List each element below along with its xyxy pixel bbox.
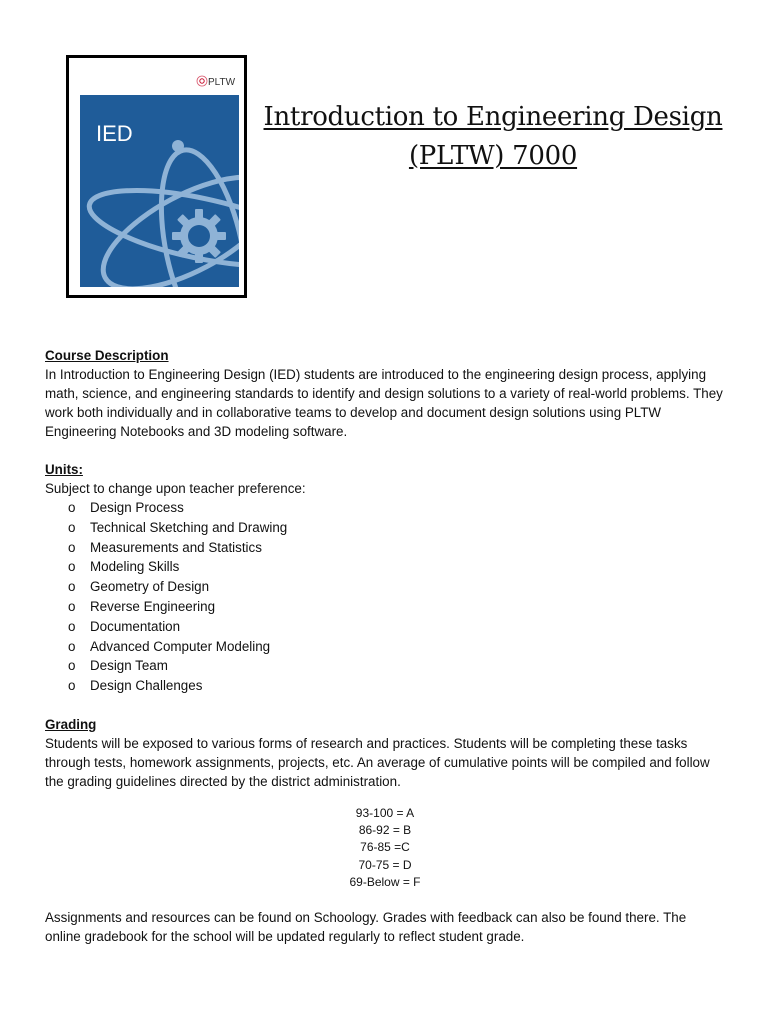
list-item: [45, 518, 725, 538]
gear-icon: [172, 209, 226, 263]
unit-label: Design Team: [90, 658, 168, 674]
unit-label: Reverse Engineering: [90, 598, 216, 614]
title-line-1: Introduction to Engineering Design: [263, 102, 723, 132]
grading-heading: Grading: [45, 716, 97, 732]
bullet-icon: o: [68, 500, 76, 515]
unit-label: Geometry of Design: [90, 579, 210, 595]
course-description-heading: Course Description: [45, 348, 169, 363]
grading-scale: [45, 805, 725, 891]
units-heading: Units:: [45, 462, 83, 477]
grade-row: 93-100 = A: [355, 805, 415, 820]
cover-brand-text: PLTW: [208, 77, 236, 88]
grade-row: 76-85 =C: [360, 840, 410, 855]
list-item: [45, 656, 725, 676]
units-list: [45, 498, 725, 696]
resources-text: Assignments and resources can be found on Schoology. Grades with feedback can also be found there. The online gradebook for the school will be updated regularly to reflect student grade.: [45, 909, 687, 944]
cover-course-code: IED: [96, 121, 133, 146]
unit-label: Modeling Skills: [90, 559, 180, 575]
course-description-text: In Introduction to Engineering Design (IED) students are introduced to the engineering design process, applying math, science, and engineering standards to identify and design solutions to a variety of real-world problems. They work both individually and in collaborative teams to develop and document design solutions using PLTW Engineering Notebooks and 3D modeling software.: [45, 367, 723, 439]
pltw-logo-icon: [197, 76, 207, 86]
atom-electron-icon: [172, 140, 184, 152]
units-section: [45, 460, 725, 696]
bullet-icon: o: [68, 638, 76, 654]
unit-label: Design Challenges: [90, 678, 203, 694]
document-body: [45, 346, 725, 946]
grading-section: [45, 715, 725, 946]
bullet-icon: o: [68, 519, 76, 535]
unit-label: Design Process: [90, 500, 184, 515]
bullet-icon: o: [68, 559, 76, 575]
course-description-section: [45, 346, 725, 441]
list-item: [45, 577, 725, 597]
list-item: [45, 617, 725, 637]
grade-row: 70-75 = D: [358, 857, 412, 872]
list-item: [45, 538, 725, 558]
bullet-icon: o: [68, 658, 76, 674]
list-item: [45, 676, 725, 696]
bullet-icon: o: [68, 678, 76, 694]
bullet-icon: o: [68, 618, 76, 634]
units-intro: Subject to change upon teacher preference:: [45, 481, 306, 496]
bullet-icon: o: [68, 539, 76, 555]
bullet-icon: o: [68, 579, 76, 595]
course-cover-image: [66, 55, 247, 298]
bullet-icon: o: [68, 598, 76, 614]
list-item: [45, 637, 725, 657]
unit-label: Measurements and Statistics: [90, 539, 262, 555]
grade-row: 69-Below = F: [349, 874, 421, 889]
list-item: [45, 498, 725, 518]
title-line-2: (PLTW) 7000: [408, 141, 578, 171]
list-item: [45, 557, 725, 577]
grade-row: 86-92 = B: [358, 823, 412, 838]
page-title: [262, 98, 724, 176]
list-item: [45, 597, 725, 617]
unit-label: Advanced Computer Modeling: [90, 638, 271, 654]
grading-text: Students will be exposed to various forms of research and practices. Students will be completing these tasks through tests, homework assignments, projects, etc. An average of cumulative points will be compiled and follow the grading guidelines directed by the district administration.: [45, 735, 710, 789]
unit-label: Documentation: [90, 618, 181, 634]
unit-label: Technical Sketching and Drawing: [90, 519, 288, 535]
ied-cover-illustration: [69, 58, 244, 295]
